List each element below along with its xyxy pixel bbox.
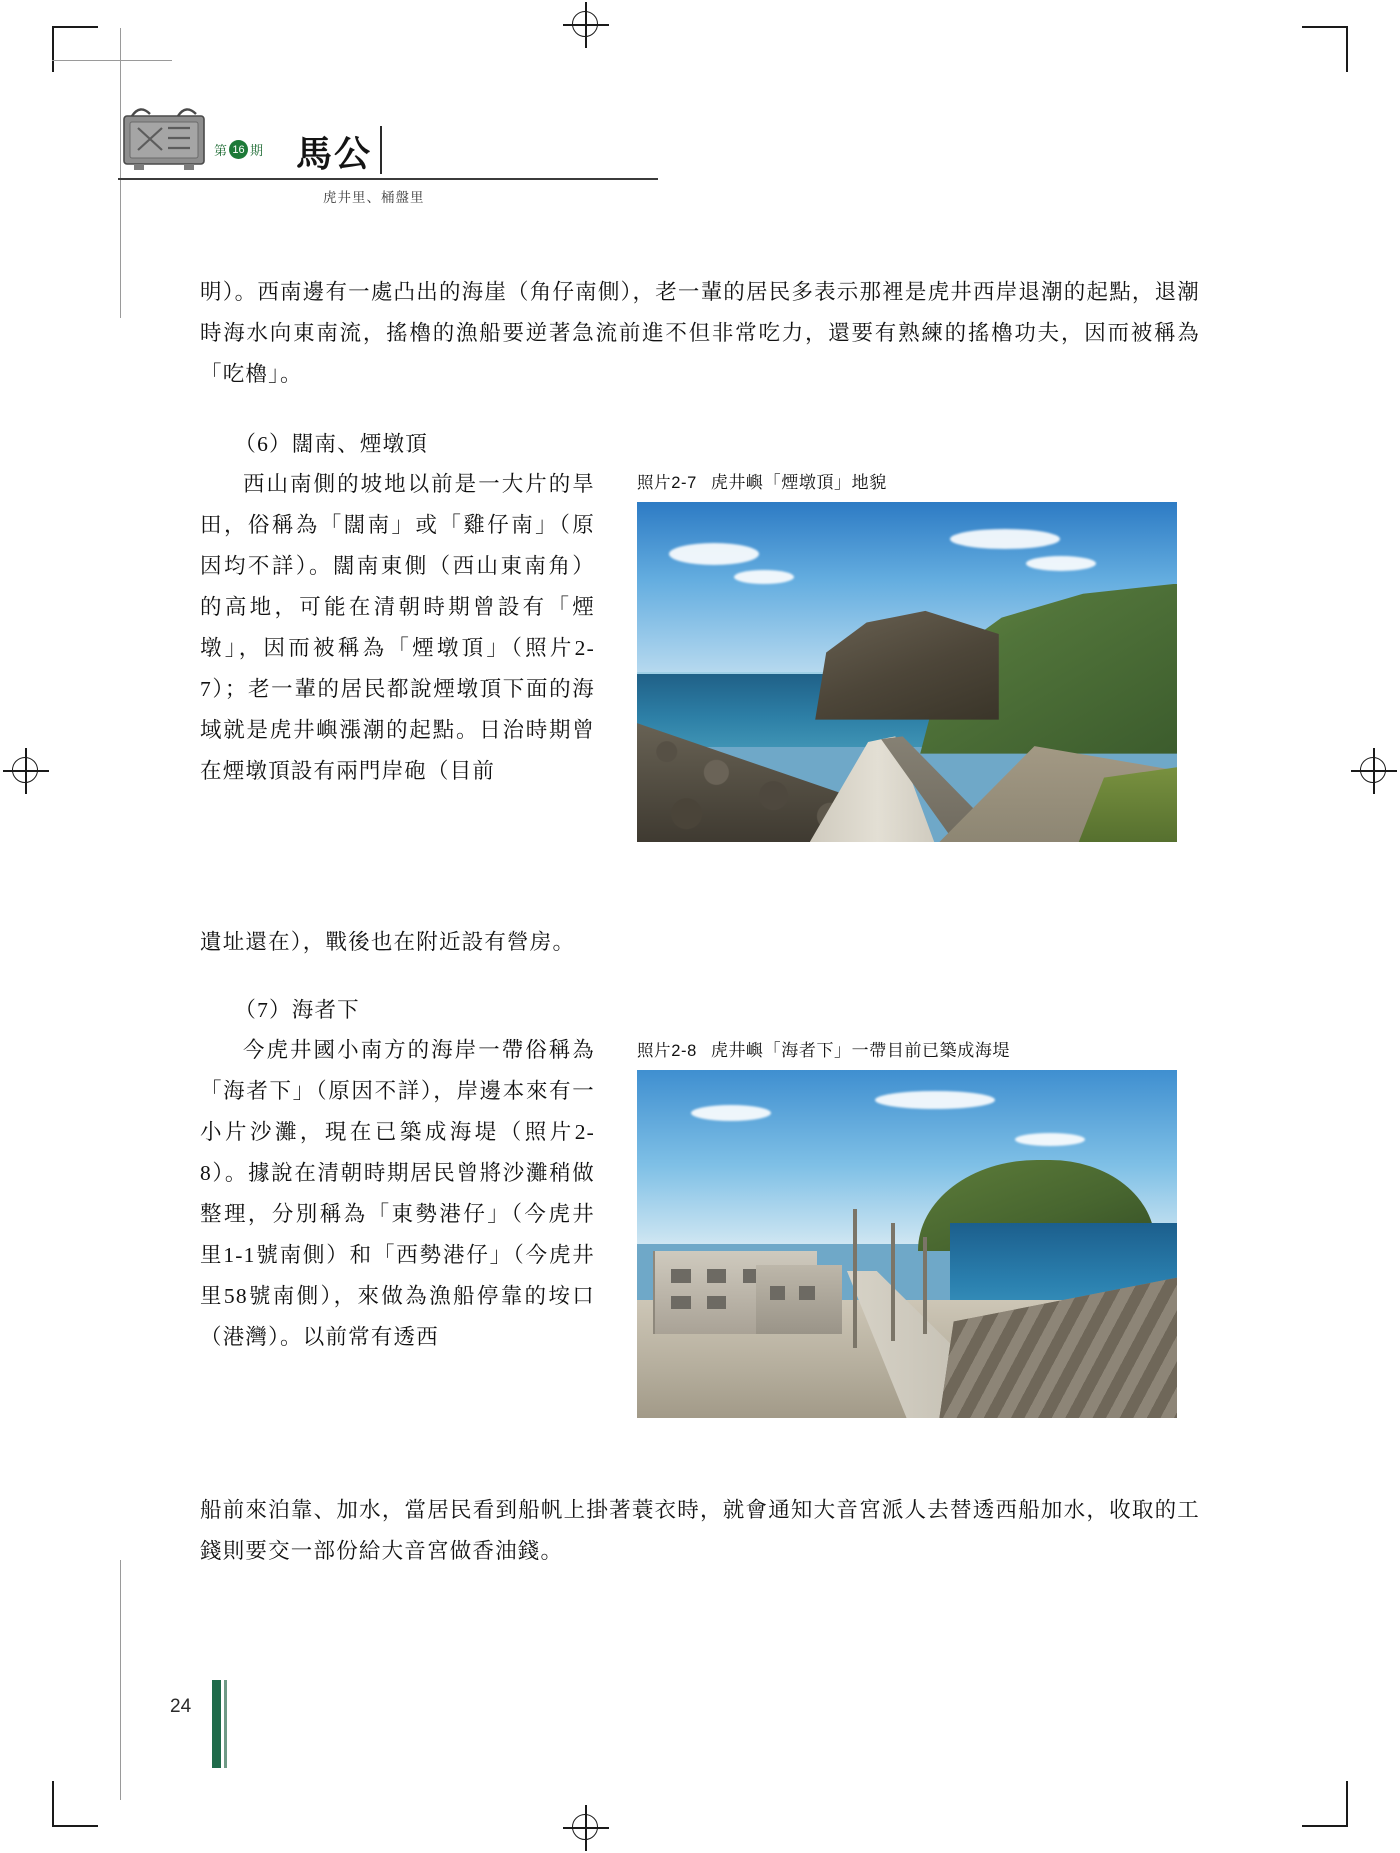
section-6-paragraph: 西山南側的坡地以前是一大片的旱田，俗稱為「闊南」或「雞仔南」（原因均不詳）。闊南東側（西山東南角）的高地，可能在清朝時期曾設有「煙墩」，因而被稱為「煙墩頂」（照片2-7）；老一輩的居民都說煙墩頂下面的海域就是虎井嶼漲潮的起點。日治時期曾在煙墩頂設有兩門岸砲（目前 bbox=[200, 472, 595, 783]
issue-suffix: 期 bbox=[250, 143, 264, 158]
figure-1-caption bbox=[637, 468, 1177, 493]
intro-paragraph: 明）。西南邊有一處凸出的海崖（角仔南側），老一輩的居民多表示那裡是虎井西岸退潮的起點，退潮時海水向東南流，搖櫓的漁船要逆著急流前進不但非常吃力，還要有熟練的搖櫓功夫，因而被稱為「吃櫓」。 bbox=[200, 280, 1201, 386]
section-7-paragraph-tail: 船前來泊靠、加水，當居民看到船帆上掛著蓑衣時，就會通知大音宮派人去替透西船加水，收取的工錢則要交一部份給大音宮做香油錢。 bbox=[200, 1498, 1200, 1563]
figure-1-label: 照片2-7 bbox=[637, 474, 697, 492]
stone-seal-icon bbox=[118, 100, 210, 172]
registration-mark-left bbox=[3, 748, 49, 794]
issue-badge bbox=[214, 140, 263, 159]
page-guide-horizontal-top bbox=[52, 60, 172, 61]
figure-photo-2-8 bbox=[637, 1036, 1177, 1418]
figure-2-label: 照片2-8 bbox=[637, 1042, 697, 1060]
footer-accent-bar-secondary bbox=[224, 1680, 227, 1768]
registration-mark-right bbox=[1351, 748, 1397, 794]
photo-haizhexia-seawall bbox=[637, 1070, 1177, 1418]
section-7-heading: （7）海者下 bbox=[234, 998, 360, 1022]
crop-mark-bottom-right bbox=[1302, 1781, 1348, 1827]
section-7-paragraph: 今虎井國小南方的海岸一帶俗稱為「海者下」（原因不詳），岸邊本來有一小片沙灘，現在已築成海堤（照片2-8）。據說在清朝時期居民曾將沙灘稍做整理，分別稱為「東勢港仔」（今虎井里1-1號南側）和「西勢港仔」（今虎井里58號南側），來做為漁船停靠的垵口（港灣）。以前常有透西 bbox=[200, 1038, 595, 1349]
registration-mark-bottom bbox=[563, 1805, 609, 1851]
photo-huhing-yandunding-landform bbox=[637, 502, 1177, 842]
section-6-heading: （6）闊南、煙墩頂 bbox=[234, 432, 428, 456]
crop-mark-bottom-left bbox=[52, 1781, 98, 1827]
issue-prefix: 第 bbox=[214, 143, 228, 158]
header-subtitle: 虎井里、桶盤里 bbox=[323, 190, 425, 205]
title-divider bbox=[380, 126, 382, 174]
crop-mark-top-left bbox=[52, 26, 98, 72]
figure-2-caption bbox=[637, 1036, 1177, 1061]
figure-2-caption-text: 虎井嶼「海者下」一帶目前已築成海堤 bbox=[710, 1041, 1011, 1060]
issue-number: 16 bbox=[229, 140, 248, 159]
figure-1-caption-text: 虎井嶼「煙墩頂」地貌 bbox=[710, 473, 887, 492]
footer-accent-bar bbox=[212, 1680, 221, 1768]
crop-mark-top-right bbox=[1302, 26, 1348, 72]
registration-mark-top bbox=[563, 2, 609, 48]
header-rule bbox=[118, 178, 658, 180]
figure-photo-2-7 bbox=[637, 468, 1177, 842]
page-number: 24 bbox=[170, 1696, 192, 1717]
page-title: 馬公 bbox=[296, 134, 373, 174]
page-header bbox=[118, 100, 658, 205]
page-guide-vertical-bottom bbox=[120, 1560, 121, 1800]
section-6-paragraph-tail: 遺址還在），戰後也在附近設有營房。 bbox=[200, 930, 576, 954]
